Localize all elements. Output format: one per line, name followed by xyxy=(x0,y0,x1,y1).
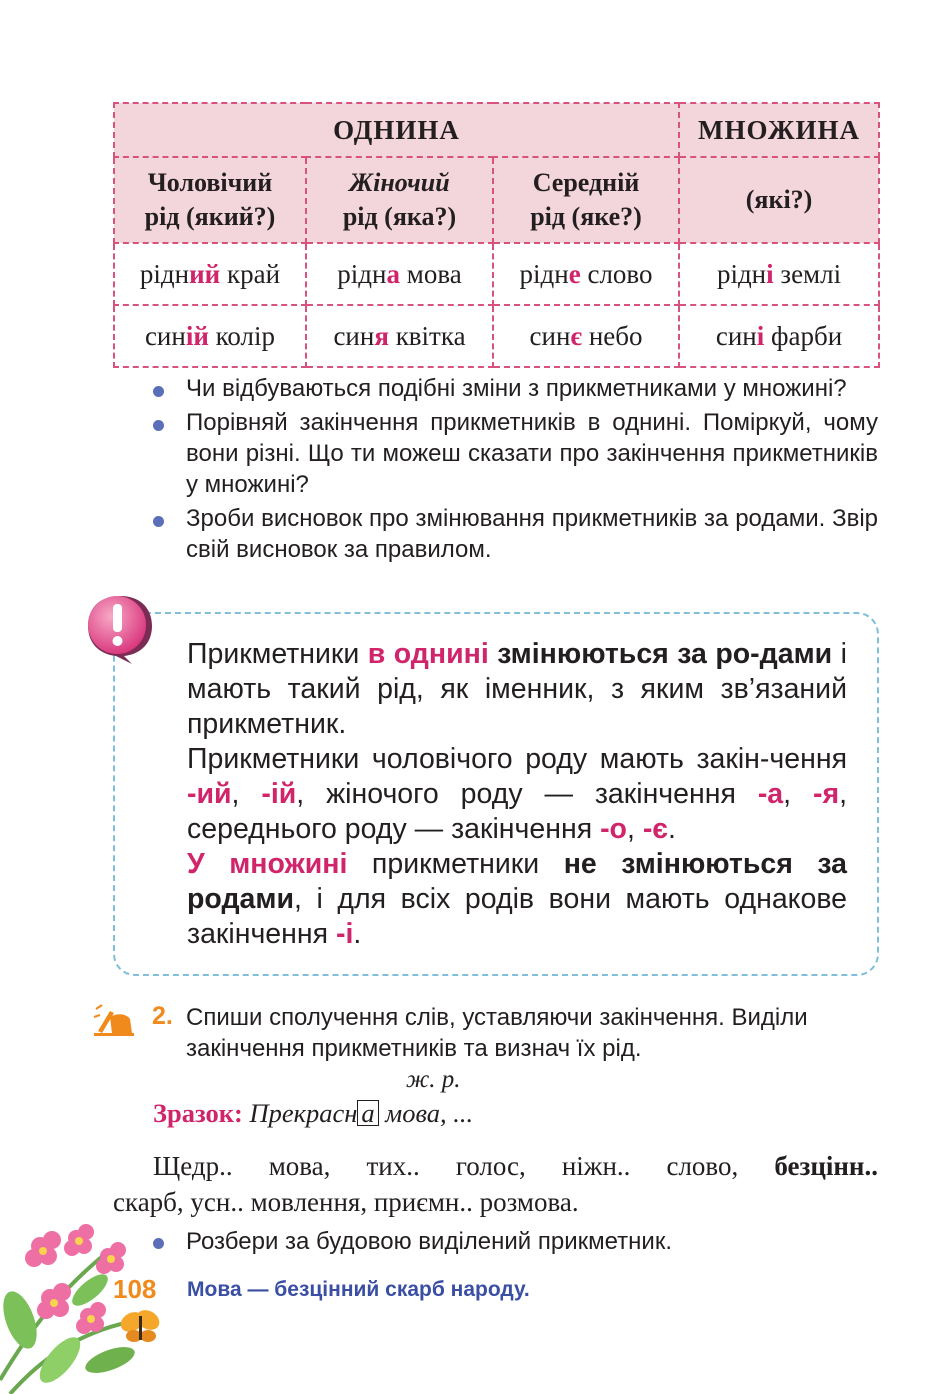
question-list xyxy=(186,373,878,568)
rule-paragraph: Прикметники чоловічого роду мають закін-чення -ий, -ій, жіночого роду — закінчення -а, -я, середнього роду — закінчення -о, -є. xyxy=(187,743,848,845)
header-masculine: Чоловічий рід (який?) xyxy=(114,157,306,243)
words-line-1: Щедр.. мова, тих.. голос, ніжн.. слово, безцінн.. xyxy=(153,1151,878,1181)
table-cell: сині фарби xyxy=(679,305,879,367)
table-cell: рідна мова xyxy=(306,243,493,305)
exercise-number: 2. xyxy=(152,1002,173,1030)
adjective-gender-table xyxy=(113,102,880,368)
exercise-words xyxy=(113,1148,878,1220)
rule-paragraph: У множині прикметники не змінюються за родами, і для всіх родів вони мають однакове закінчення -і. xyxy=(187,848,848,950)
page-number: 108 xyxy=(113,1274,157,1304)
exclamation-icon xyxy=(82,592,154,664)
list-item: Розбери за будовою виділений прикметник. xyxy=(186,1228,672,1255)
gender-note: ж. р. xyxy=(406,1066,461,1093)
table-row xyxy=(114,305,879,367)
sample-line xyxy=(153,1098,473,1129)
table-cell: рідний край xyxy=(114,243,306,305)
list-item: Чи відбуваються подібні зміни з прикметниками у множині? xyxy=(186,373,878,404)
table-cell: синій колір xyxy=(114,305,306,367)
footer-motto: Мова — безцінний скарб народу. xyxy=(187,1278,530,1301)
header-singular: ОДНИНА xyxy=(114,103,679,157)
list-item: Зроби висновок про змінювання прикметників за родами. Звір свій висновок за правилом. xyxy=(186,505,878,563)
exercise-task: Спиши сполучення слів, уставляючи закінчення. Виділи закінчення прикметників та визнач їх рід. xyxy=(186,1004,808,1062)
sample-stem: Прекрасн xyxy=(249,1098,358,1128)
words-line-2: скарб, усн.. мовлення, приємн.. розмова. xyxy=(113,1187,579,1217)
table-cell: синє небо xyxy=(493,305,679,367)
rule-paragraph: Прикметники в однині змінюються за ро-дами і мають такий рід, як іменник, з яким зв’язаний прикметник. xyxy=(187,638,847,740)
header-feminine: Жіночий рід (яка?) xyxy=(306,157,493,243)
table-row xyxy=(114,243,879,305)
header-plural: МНОЖИНА xyxy=(679,103,879,157)
header-plural-question: (які?) xyxy=(679,157,879,243)
header-neuter: Середній рід (яке?) xyxy=(493,157,679,243)
table-cell: рідні землі xyxy=(679,243,879,305)
sample-rest: мова, ... xyxy=(378,1098,474,1128)
table-cell: синя квітка xyxy=(306,305,493,367)
sample-label: Зразок: xyxy=(153,1098,243,1128)
rule-text xyxy=(187,637,847,952)
writing-hand-icon xyxy=(92,1003,136,1037)
list-item: Порівняй закінчення прикметників в однині. Поміркуй, чому вони різні. Що ти можеш сказати про закінчення прикметників у множині? xyxy=(186,409,878,498)
table-cell: рідне слово xyxy=(493,243,679,305)
sample-ending-box: а xyxy=(357,1100,378,1126)
